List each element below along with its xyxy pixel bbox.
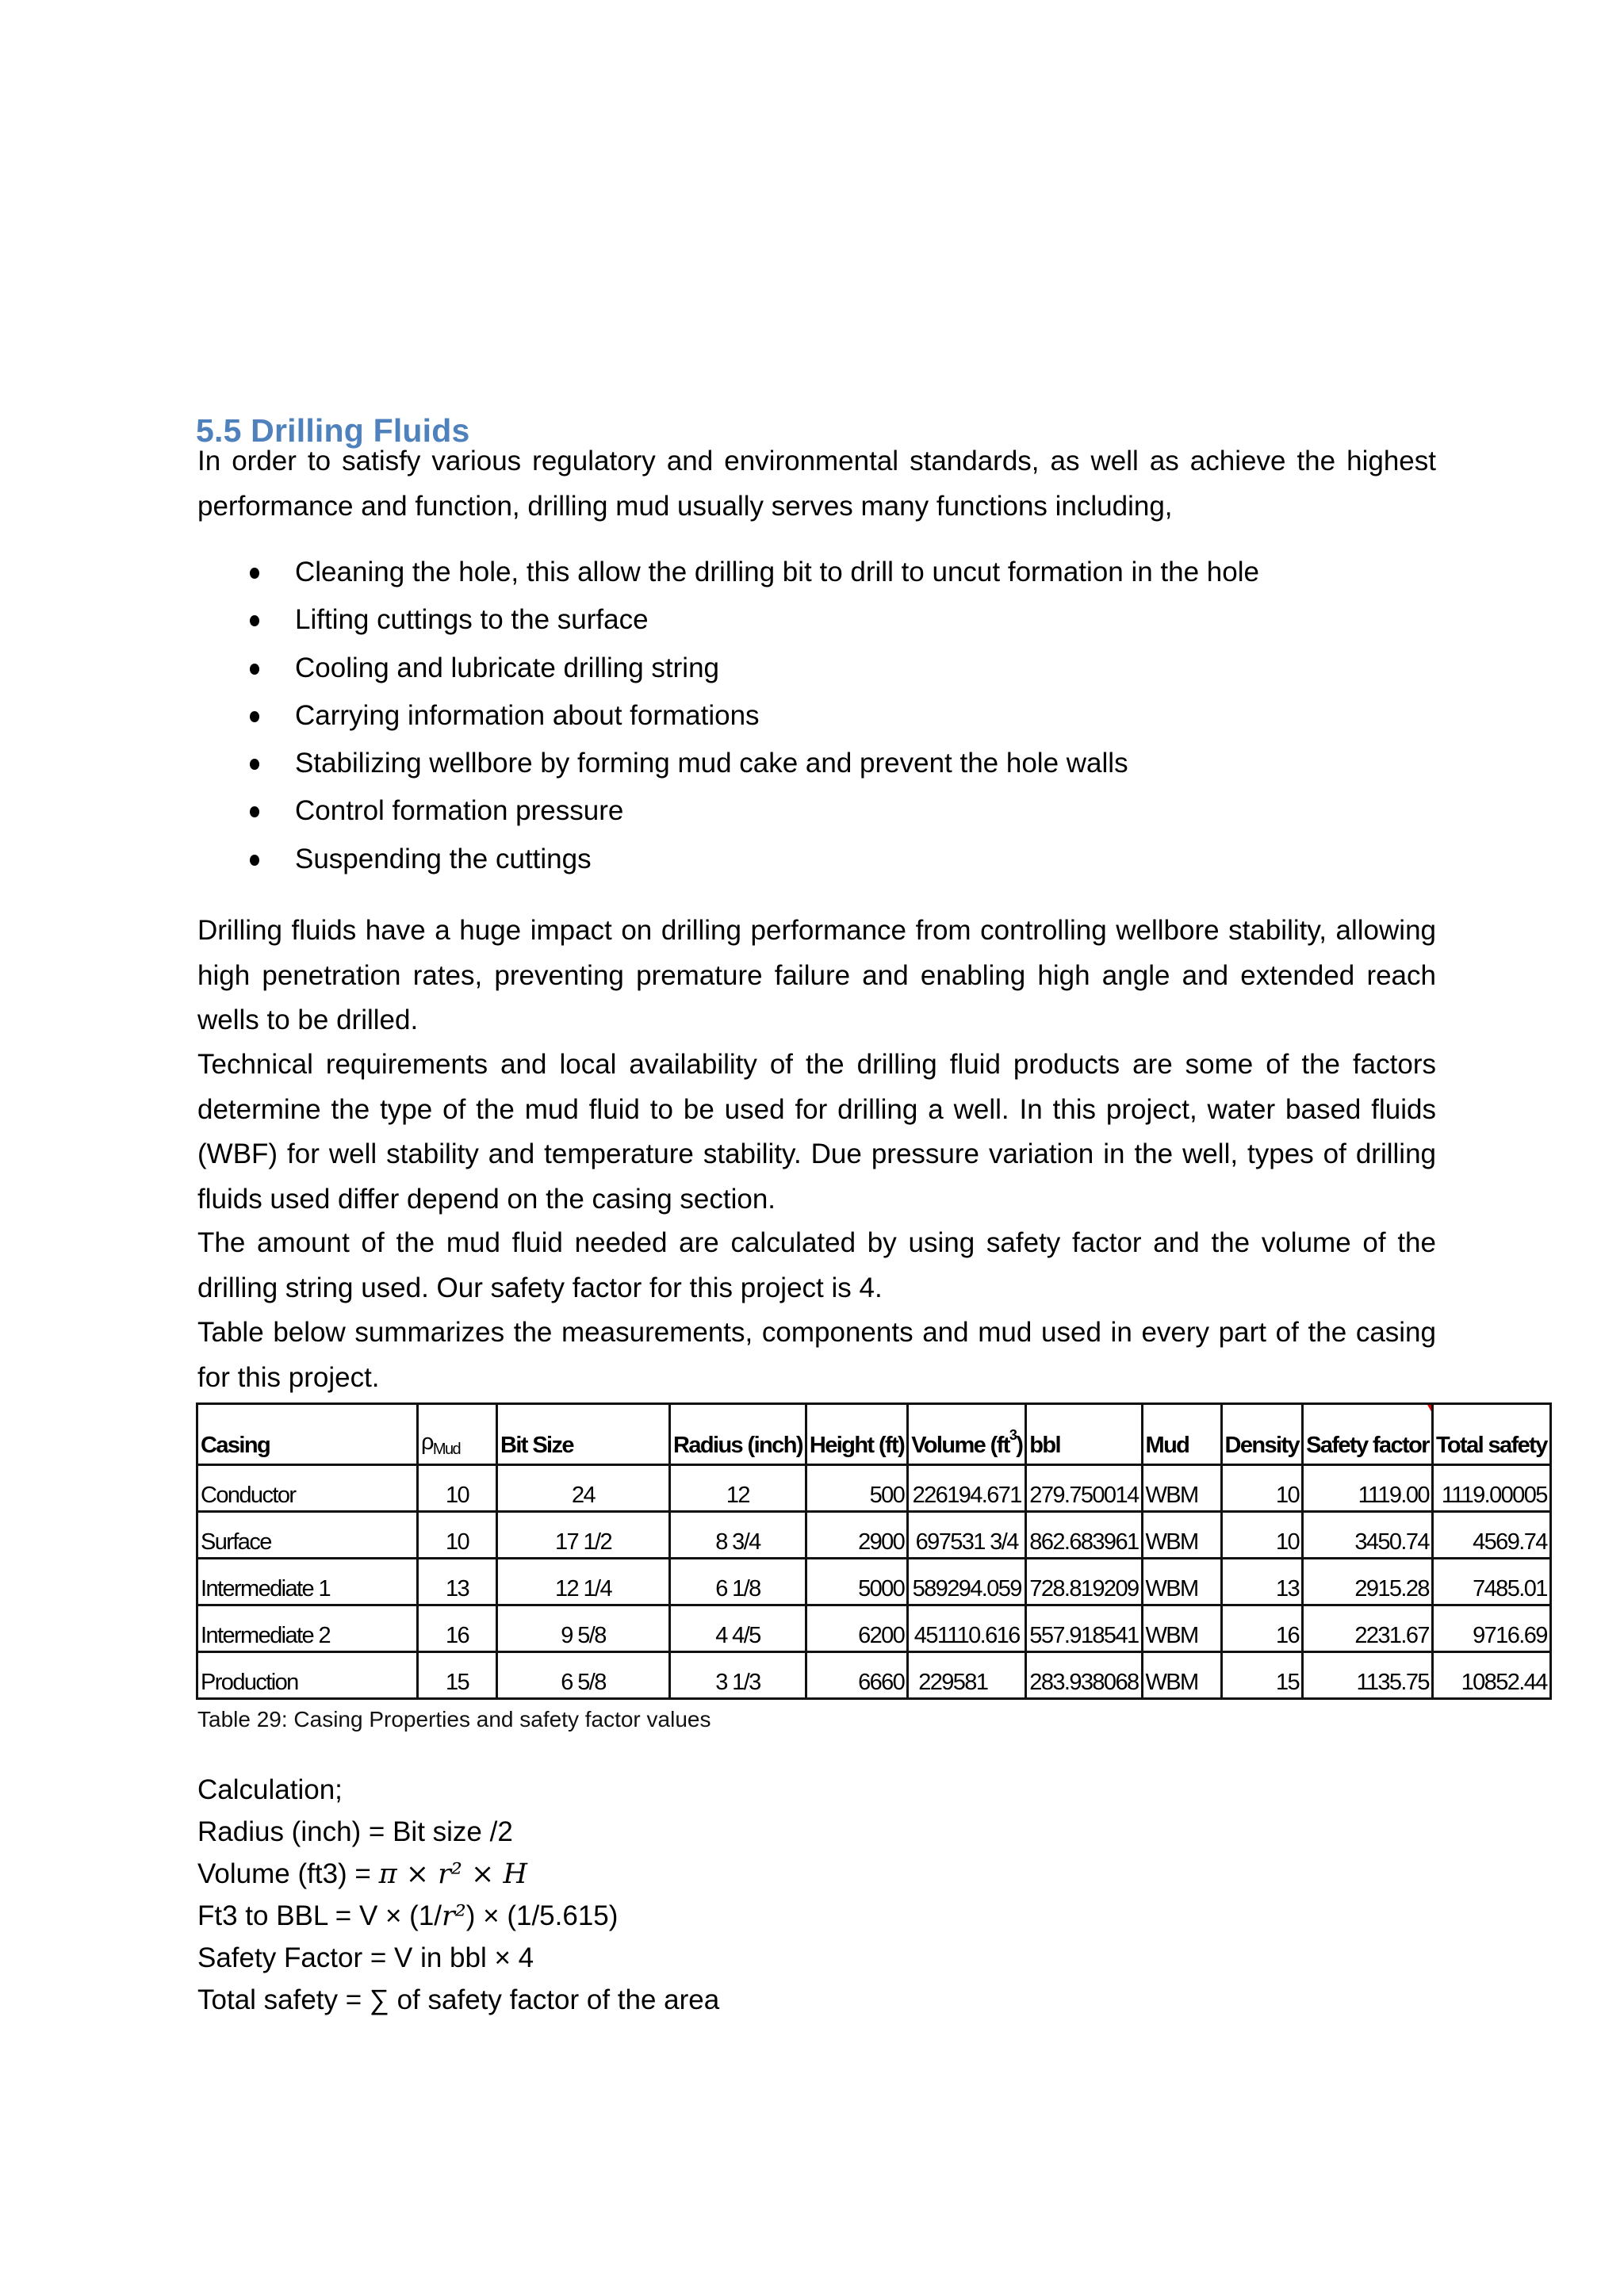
calculation-block [197,1769,719,2021]
intro-paragraph: In order to satisfy various regulatory and environmental standards, as well as achieve the highest performance and function, drilling mud usually serves many functions including, [197,446,1436,522]
header-volume: Volume $(ft^3)$ [908,1404,1026,1465]
bullet-icon [250,615,259,626]
bullet-icon [250,664,259,675]
calculation-title: Calculation; [197,1774,343,1805]
list-item: Cleaning the hole, this allow the drilling bit to drill to uncut formation in the hole [197,549,1466,596]
safety-factor-formula: Safety Factor = V in bbl × 4 [197,1942,534,1973]
table-row: Conductor 10 24 12 500 226194.671 279.750014 WBM 10 1119.00 1119.00005 [197,1465,1551,1512]
table-row: Surface 10 17 1/2 8 3/4 2900 697531 3/4 862.683961 WBM 10 3450.74 4569.74 [197,1512,1551,1559]
table-row: Intermediate 2 16 9 5/8 4 4/5 6200 451110.616 557.918541 WBM 16 2231.67 9716.69 [197,1605,1551,1652]
header-height: Height (ft) [806,1404,907,1465]
table-caption: Table 29: Casing Properties and safety factor values [197,1707,711,1732]
header-mud: Mud [1142,1404,1221,1465]
table-row: Intermediate 1 13 12 1/4 6 1/8 5000 589294.059 728.819209 WBM 13 2915.28 7485.01 [197,1559,1551,1605]
table-header-row [197,1404,1551,1465]
requirements-paragraph: Technical requirements and local availability of the drilling fluid products are some of the factors determine the type of the mud fluid to be used for drilling a well. In this project, water based fluids (WBF) for well stability and temperature stability. Due pressure variation in the well, types of drilling fluids used differ depend on the casing section. [197,1049,1436,1215]
bullet-icon [250,855,259,866]
header-rho-mud: $\rho_{Mud}$ [418,1404,497,1465]
total-safety-formula: Total safety = ∑ of safety factor of the area [197,1984,720,2015]
header-total-safety: Total safety [1432,1404,1550,1465]
bullet-icon [250,711,259,722]
radius-formula: Radius (inch) = Bit size /2 [197,1816,513,1847]
list-item: Control formation pressure [197,787,1466,835]
volume-formula: Volume (ft3) = π × r² × H [197,1858,528,1890]
casing-properties-table [196,1402,1552,1700]
bullet-icon [250,806,259,817]
comment-marker-icon [1427,1404,1433,1415]
bbl-conversion-formula: Ft3 to BBL = V × (1/r²) × (1/5.615) [197,1900,619,1932]
header-casing: Casing [197,1404,418,1465]
section-heading: 5.5 Drilling Fluids [196,412,470,449]
header-safety-factor: Safety factor [1303,1404,1433,1465]
impact-paragraph: Drilling fluids have a huge impact on drilling performance from controlling wellbore stability, allowing high penetration rates, preventing premature failure and enabling high angle and extended reach wells to be drilled. [197,915,1436,1035]
list-item: Suspending the cuttings [197,836,1466,883]
bullet-icon [250,759,259,770]
bullet-icon [250,568,259,579]
header-bbl: bbl [1026,1404,1142,1465]
header-bit-size: Bit Size [497,1404,670,1465]
list-item: Carrying information about formations [197,692,1466,740]
list-item: Cooling and lubricate drilling string [197,645,1466,692]
table-row: Production 15 6 5/8 3 1/3 6660 229581 283.938068 WBM 15 1135.75 10852.44 [197,1652,1551,1699]
list-item: Lifting cuttings to the surface [197,596,1466,644]
table-intro-paragraph: Table below summarizes the measurements, components and mud used in every part of the casing for this project. [197,1317,1436,1393]
list-item: Stabilizing wellbore by forming mud cake and prevent the hole walls [197,740,1466,787]
header-density: Density [1221,1404,1303,1465]
functions-list [197,549,1466,883]
mud-amount-paragraph: The amount of the mud fluid needed are calculated by using safety factor and the volume of the drilling string used. Our safety factor for this project is 4. [197,1227,1436,1303]
header-radius: Radius (inch) [670,1404,806,1465]
